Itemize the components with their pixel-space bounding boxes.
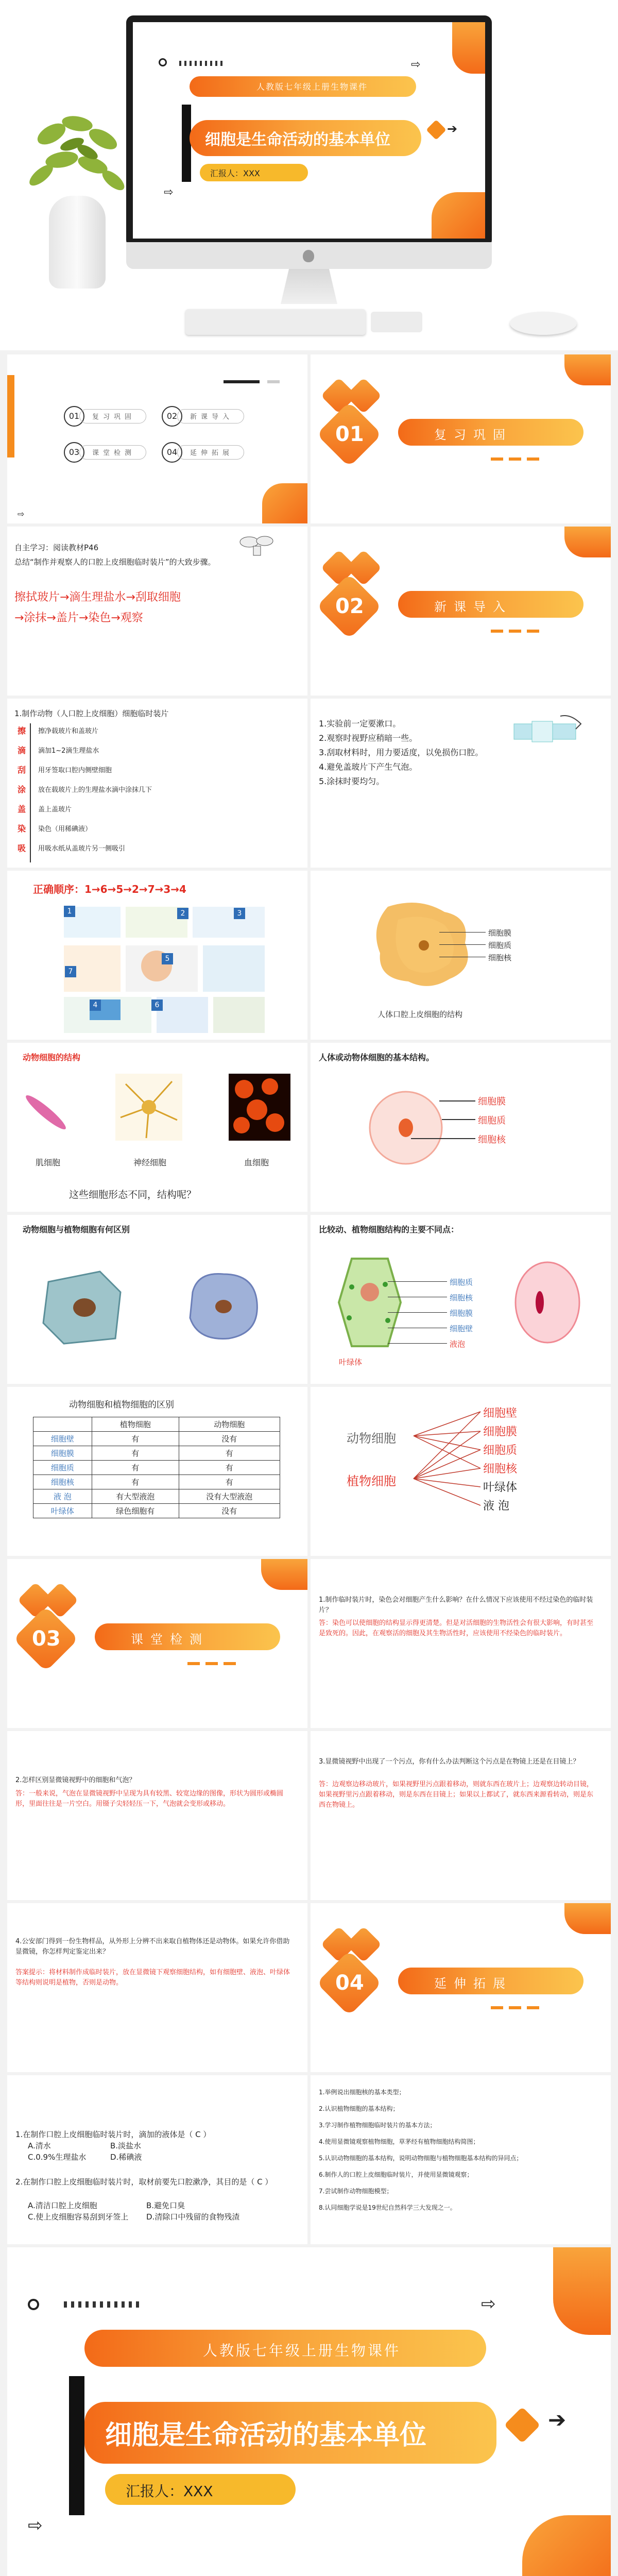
closing-bottom-accent <box>522 2515 611 2576</box>
order-step-number: 7 <box>65 966 76 977</box>
making-key: 擦 <box>18 726 26 736</box>
dots-decoration <box>179 61 226 66</box>
q1-answer: 答：染色可以使细胞的结构显示得更清楚。但是对活细胞的生物活性会有很大影响，有时甚至是致死的。因此，在观察活的细胞及其生物活性时，应该使用不经染色的临时装片。 <box>319 1619 594 1637</box>
review-steps1: 擦拭玻片→滴生理盐水→刮取细胞 <box>14 591 181 604</box>
section-num: 04 <box>335 1971 364 1995</box>
toc-label: 复习巩固 <box>92 413 136 421</box>
table-row <box>33 1504 280 1518</box>
ex-q1-b: B.淡盐水 <box>110 2141 142 2150</box>
section-dash-1 <box>491 2006 503 2009</box>
section-dash-2 <box>509 630 521 633</box>
toc-circle: 01 <box>64 406 84 427</box>
table-cell: 有 <box>92 1446 179 1461</box>
section-dash-3 <box>224 1662 236 1665</box>
tip-item: 5.涂抹时要均匀。 <box>319 776 385 786</box>
closing-target-icon <box>28 2299 39 2310</box>
mapping-right-item: 叶绿体 <box>483 1481 518 1494</box>
tip-item: 4.避免盖玻片下产生气泡。 <box>319 762 418 772</box>
cover-title: 细胞是生命活动的基本单位 <box>205 131 390 149</box>
animal-struct-title: 动物细胞的结构 <box>23 1053 81 1062</box>
animal-struct-slide <box>7 1043 307 1212</box>
order-step-number: 5 <box>162 953 173 964</box>
monitor-stand <box>281 268 337 304</box>
compare-leader <box>388 1343 447 1344</box>
table-cell: 没有 <box>179 1504 280 1518</box>
closing-dots <box>64 2301 141 2308</box>
ex-q2-d: D.清除口中残留的食物残渣 <box>146 2212 240 2222</box>
making-key: 盖 <box>18 804 26 814</box>
mouse <box>510 312 577 335</box>
arrow-right-icon: ⇨ <box>411 58 421 71</box>
muscle-cell-image <box>18 1084 74 1141</box>
compare-title: 比较动、植物细胞结构的主要不同点： <box>319 1225 459 1234</box>
target-icon <box>159 58 167 66</box>
making-key: 刮 <box>18 765 26 775</box>
plant-decoration <box>21 103 134 206</box>
tip-item: 2.观察时视野应稍暗一些。 <box>319 733 418 743</box>
toc-circle: 04 <box>162 442 182 463</box>
cheek-leader <box>439 932 486 933</box>
q4-answer: 答案提示：将材料制作成临时装片，放在显微镜下观察细胞结构，如有细胞壁、液泡、叶绿体等结构则说明是植物，否则是动物。 <box>15 1969 290 1987</box>
order-label: 正确顺序：1→6→5→2→7→3→4 <box>33 883 186 895</box>
table-cell: 细胞核 <box>33 1475 92 1489</box>
cheek-caption: 人体口腔上皮细胞的结构 <box>377 1010 463 1019</box>
compare-slide <box>311 1215 611 1384</box>
ex-q2-a: A.清洁口腔上皮细胞 <box>28 2201 97 2210</box>
section-title: 复习巩固 <box>434 428 512 442</box>
order-step-number: 2 <box>177 908 188 919</box>
mapping-right-item: 液 泡 <box>483 1500 509 1513</box>
closing-dark-bar <box>69 2376 84 2515</box>
q1-question: 1.制作临时装片时，染色会对细胞产生什么影响？在什么情况下应该使用不经过染色的临时装片？ <box>319 1596 593 1614</box>
mapping-left-item: 植物细胞 <box>347 1474 396 1488</box>
making-bracket <box>30 723 33 862</box>
closing-corner-accent <box>553 2247 611 2335</box>
cover-subtitle: 人教版七年级上册生物课件 <box>256 82 368 92</box>
mapping-slide <box>311 1387 611 1556</box>
toc-label: 延伸拓展 <box>190 449 234 457</box>
q4-slide <box>7 1903 307 2072</box>
section-corner <box>564 1903 611 1934</box>
table-cell: 细胞质 <box>33 1461 92 1475</box>
compare-label: 叶绿体 <box>339 1358 363 1367</box>
mapping-right-item: 细胞质 <box>483 1444 518 1457</box>
table-cell: 细胞壁 <box>33 1432 92 1446</box>
basic-leader-1 <box>439 1100 475 1101</box>
cover-bar-dark <box>182 105 191 182</box>
plant-cell-3d-image <box>38 1261 126 1349</box>
cover-mockup-slide <box>0 0 618 350</box>
making-key: 染 <box>18 824 26 834</box>
mapping-right-item: 细胞膜 <box>483 1426 518 1438</box>
extend-item: 3.学习制作植物细胞临时装片的基本方法； <box>319 2122 436 2129</box>
section-corner <box>564 354 611 385</box>
making-key: 涂 <box>18 785 26 794</box>
closing-title: 细胞是生命活动的基本单位 <box>105 2420 427 2451</box>
comparison-table <box>33 1417 280 1518</box>
table-cell: 细胞膜 <box>33 1446 92 1461</box>
section-dash-3 <box>527 630 539 633</box>
table-cell: 有 <box>92 1461 179 1475</box>
toc-slide <box>7 354 307 523</box>
table-cell: 液 泡 <box>33 1489 92 1504</box>
toc-circle: 03 <box>64 442 84 463</box>
q2-question: 2.怎样区别显微镜视野中的细胞和气泡？ <box>15 1776 136 1784</box>
section-title: 新课导入 <box>434 600 512 614</box>
mapping-right-item: 细胞核 <box>483 1463 518 1476</box>
section-dash-2 <box>205 1662 218 1665</box>
section-num: 02 <box>335 595 364 618</box>
making-text: 用吸水纸从盖玻片另一侧吸引 <box>38 845 126 853</box>
compare-label: 液泡 <box>450 1340 466 1349</box>
review-steps2: →涂抹→盖片→染色→观察 <box>14 612 143 624</box>
section-04-slide <box>311 1903 611 2072</box>
reporter: 汇报人：XXX <box>210 168 260 178</box>
apple-logo-icon <box>303 250 314 262</box>
table-cell: 叶绿体 <box>33 1504 92 1518</box>
basic-leader-2 <box>442 1119 475 1120</box>
table-cell: 绿色细胞有 <box>92 1504 179 1518</box>
extend-item: 2.认识植物细胞的基本结构； <box>319 2105 399 2112</box>
section-num: 01 <box>335 422 364 446</box>
section-title: 课堂检测 <box>131 1632 209 1647</box>
closing-diamond <box>504 2407 541 2444</box>
blood-cell-image <box>229 1074 290 1141</box>
compare-label: 细胞核 <box>450 1293 473 1302</box>
cheek-leader <box>439 944 486 945</box>
section-dash-1 <box>187 1662 200 1665</box>
compare-label: 细胞质 <box>450 1278 473 1287</box>
making-text: 盖上盖玻片 <box>38 806 72 814</box>
ex-q1-c: C.0.9%生理盐水 <box>28 2153 87 2162</box>
extend-item: 4.使用显微镜观察植物细胞，草茅经有植物细胞结构简图； <box>319 2138 479 2145</box>
q1-slide <box>311 1559 611 1728</box>
making-key: 吸 <box>18 843 26 853</box>
toc-label: 课堂检测 <box>92 449 136 457</box>
q3-answer: 答：边观察边移动玻片，如果视野里污点跟着移动，则就东西在玻片上；边观察边转动目镜，如果视野里污点跟着移动，则是东西在目镜上；如果以上都试了，就东西来源看转动，则是东西在物镜上。 <box>319 1781 594 1809</box>
compare-leader <box>388 1312 447 1313</box>
extend-item: 7.尝试制作动物细胞模型； <box>319 2188 393 2195</box>
vase <box>49 196 106 289</box>
making-text: 用牙签取口腔内侧壁细胞 <box>38 767 112 774</box>
closing-left-arrow-icon: ⇨ <box>28 2515 43 2536</box>
making-text: 染色（用稀碘液） <box>38 825 92 833</box>
table-cell: 没有大型液泡 <box>179 1489 280 1504</box>
closing-reporter: 汇报人：XXX <box>126 2483 213 2500</box>
ex-q2: 2.在制作口腔上皮细胞临时装片时，取材前要先口腔漱净，其目的是（ C ） <box>15 2177 273 2187</box>
compare-label: 细胞壁 <box>450 1324 473 1333</box>
making-key: 滴 <box>18 745 26 755</box>
section-title: 延伸拓展 <box>434 1976 512 1991</box>
table-cell: 有大型液泡 <box>92 1489 179 1504</box>
extend-slide <box>311 2075 611 2244</box>
section-dash-1 <box>491 630 503 633</box>
q4-question: 4.公安部门得到一份生物样品，从外形上分辨不出来取自植物体还是动物体。如果允许你借助显微镜，你怎样判定鉴定出来？ <box>15 1938 290 1956</box>
section-dash-1 <box>491 457 503 461</box>
diff-slide <box>7 1215 307 1384</box>
order-slide <box>7 871 307 1040</box>
closing-subtitle: 人教版七年级上册生物课件 <box>203 2342 401 2359</box>
table-row <box>33 1446 280 1461</box>
extend-item: 8.认同细胞学说是19世纪自然科学三大发现之一。 <box>319 2204 456 2211</box>
cheek-label: 细胞膜 <box>488 928 512 938</box>
arrow-icon: ➔ <box>447 122 458 136</box>
section-02-slide <box>311 527 611 696</box>
trackpad <box>371 312 422 332</box>
ex-q1: 1.在制作口腔上皮细胞临时装片时，滴加的液体是（ C ） <box>15 2130 211 2139</box>
cell-name: 肌细胞 <box>36 1158 61 1167</box>
making-text: 放在载玻片上的生理盐水滴中涂抹几下 <box>38 786 152 794</box>
compare-leader <box>388 1281 447 1282</box>
cheek-slide <box>311 871 611 1040</box>
basic-label: 细胞质 <box>478 1115 506 1126</box>
bottom-accent <box>432 192 485 239</box>
basic-label: 细胞膜 <box>478 1096 506 1107</box>
q2-slide <box>7 1731 307 1900</box>
table-row <box>33 1432 280 1446</box>
basic-label: 细胞核 <box>478 1134 506 1145</box>
basic-title: 人体或动物体细胞的基本结构。 <box>319 1053 435 1062</box>
review-line1: 自主学习：阅读教材P46 <box>14 543 99 552</box>
slide-glass-illustration <box>511 711 589 747</box>
table-title: 动物细胞和植物细胞的区别 <box>69 1400 174 1410</box>
basic-slide <box>311 1043 611 1212</box>
section-dash-2 <box>509 2006 521 2009</box>
mapping-left-item: 动物细胞 <box>347 1431 396 1446</box>
animal-struct-question: 这些细胞形态不同，结构呢？ <box>69 1189 197 1200</box>
review-slide <box>7 527 307 696</box>
toc-accent <box>262 483 307 523</box>
table-header-cell <box>33 1417 92 1432</box>
ex-q2-b: B.避免口臭 <box>146 2201 185 2210</box>
order-step-number: 4 <box>90 999 101 1011</box>
ex-q1-a: A.清水 <box>28 2141 51 2150</box>
plant-cell-diagram <box>336 1256 403 1349</box>
exercise-slide <box>7 2075 307 2244</box>
keyboard <box>185 309 366 335</box>
table-row <box>33 1461 280 1475</box>
extend-item: 5.认识动物细胞的基本结构，说明动物细胞与植物细胞基本结构的异同点； <box>319 2155 523 2162</box>
table-slide <box>7 1387 307 1556</box>
making-title: 1.制作动物（人口腔上皮细胞）细胞临时装片 <box>14 709 169 718</box>
closing-arrow-icon: ➔ <box>548 2407 566 2432</box>
extend-item: 6.制作人的口腔上皮细胞临时装片，并使用显微镜观察； <box>319 2171 473 2178</box>
toc-top-dot <box>267 380 280 383</box>
left-arrow-icon: ⇨ <box>164 186 174 199</box>
closing-slide <box>7 2247 611 2576</box>
tip-item: 1.实验前一定要漱口。 <box>319 719 401 728</box>
toc-circle: 02 <box>162 406 182 427</box>
mapping-right-item: 细胞壁 <box>483 1407 518 1420</box>
section-dash-3 <box>527 457 539 461</box>
compare-label: 细胞膜 <box>450 1309 473 1318</box>
cheek-cell-image <box>367 896 480 994</box>
microscope-illustration <box>234 527 280 557</box>
review-line2: 总结“制作并观察人的口腔上皮细胞临时装片”的大致步骤。 <box>14 557 216 567</box>
corner-accent <box>452 22 485 74</box>
cell-name: 血细胞 <box>244 1158 269 1167</box>
tips-slide <box>311 699 611 868</box>
toc-left-bar <box>7 375 14 457</box>
cheek-label: 细胞核 <box>488 953 512 962</box>
cheek-label: 细胞质 <box>488 941 512 950</box>
order-step-number: 3 <box>234 908 245 919</box>
table-row <box>33 1489 280 1504</box>
q2-answer: 答：一般来说，气泡在显微镜视野中呈现为具有较黑、较宽边缘的图像，形状为圆形或椭圆形，里面往往是一片空白。用镊子尖轻轻压一下，气泡就会变形或移动。 <box>15 1790 284 1808</box>
basic-leader-3 <box>411 1138 475 1139</box>
making-slide <box>7 699 307 868</box>
table-header-cell: 动物细胞 <box>179 1417 280 1432</box>
section-01-slide <box>311 354 611 523</box>
cell-name: 神经细胞 <box>133 1158 167 1167</box>
table-cell: 有 <box>92 1432 179 1446</box>
order-steps-illustration <box>59 902 275 1036</box>
toc-top-dash <box>224 380 260 383</box>
table-row <box>33 1475 280 1489</box>
table-cell: 有 <box>179 1461 280 1475</box>
toc-arrow-icon: ⇨ <box>18 509 25 519</box>
section-dash-2 <box>509 457 521 461</box>
section-corner <box>564 527 611 557</box>
extend-item: 1.举例说出细胞核的基本类型； <box>319 2089 405 2096</box>
order-step-number: 6 <box>151 999 163 1011</box>
table-cell: 有 <box>179 1446 280 1461</box>
animal-cell-diagram <box>511 1259 583 1346</box>
diff-title: 动物细胞与植物细胞有何区别 <box>23 1225 130 1234</box>
section-03-slide <box>7 1559 307 1728</box>
animal-cell-3d-image <box>177 1261 265 1349</box>
table-header-cell: 植物细胞 <box>92 1417 179 1432</box>
basic-cell-diagram <box>367 1089 444 1166</box>
section-dash-3 <box>527 2006 539 2009</box>
section-corner <box>261 1559 307 1590</box>
table-cell: 没有 <box>179 1432 280 1446</box>
closing-arrow-top-icon: ⇨ <box>481 2294 496 2314</box>
order-step-number: 1 <box>64 906 75 917</box>
ex-q2-c: C.使上皮细胞容易刮到牙签上 <box>28 2212 129 2222</box>
tip-item: 3.刮取材料时，用力要适度，以免损伤口腔。 <box>319 748 484 757</box>
q3-question: 3.显微镜视野中出现了一个污点，你有什么办法判断这个污点是在物镜上还是在目镜上？ <box>319 1758 580 1766</box>
table-cell: 有 <box>179 1475 280 1489</box>
section-num: 03 <box>32 1627 61 1651</box>
making-text: 滴加1~2滴生理盐水 <box>38 747 99 755</box>
ex-q1-d: D.稀碘液 <box>110 2153 142 2162</box>
making-text: 擦净载玻片和盖玻片 <box>38 727 99 735</box>
table-cell: 有 <box>92 1475 179 1489</box>
table-header-row <box>33 1417 280 1432</box>
nerve-cell-image <box>115 1074 182 1141</box>
q3-slide <box>311 1731 611 1900</box>
diamond-decoration <box>426 120 447 140</box>
cover-screen <box>133 22 485 239</box>
toc-label: 新课导入 <box>190 413 234 421</box>
